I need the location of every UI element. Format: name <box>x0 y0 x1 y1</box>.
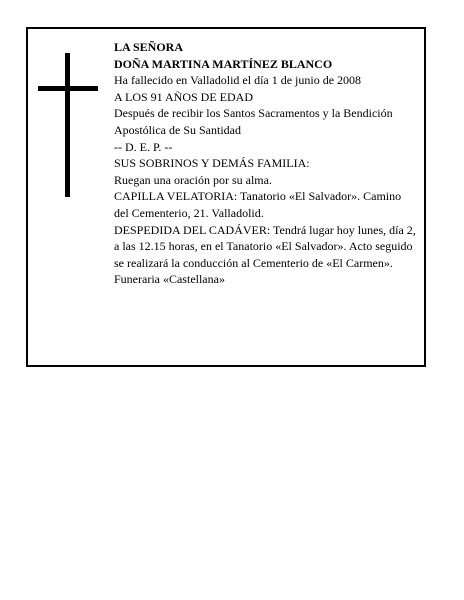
chapel-details: CAPILLA VELATORIA: Tanatorio «El Salvador». Camino del Cementerio, 21. Valladolid. <box>114 189 402 220</box>
age-at-death: A LOS 91 AÑOS DE EDAD <box>114 89 254 104</box>
funeral-home: Funeraria «Castellana» <box>114 272 225 287</box>
deceased-name: DOÑA MARTINA MARTÍNEZ BLANCO <box>114 56 333 71</box>
sacraments-statement: Después de recibir los Santos Sacramentos y la Bendición Apostólica de Su Santidad <box>114 106 393 137</box>
rest-in-peace-line: -- D. E. P. -- <box>114 139 173 154</box>
family-heading: SUS SOBRINOS Y DEMÁS FAMILIA: <box>114 156 310 171</box>
cross-vertical-bar <box>65 53 70 197</box>
cross-icon <box>38 53 98 197</box>
obituary-text-block <box>114 39 416 288</box>
notice-title: LA SEÑORA <box>114 40 184 54</box>
farewell-details: DESPEDIDA DEL CADÁVER: Tendrá lugar hoy lunes, día 2, a las 12.15 horas, en el Tanatorio «El Salvador». Acto seguido se realizará la conducción al Cementerio de «El Carmen». <box>114 222 416 270</box>
prayer-request: Ruegan una oración por su alma. <box>114 172 272 187</box>
cross-horizontal-bar <box>38 86 98 91</box>
death-details: Ha fallecido en Valladolid el día 1 de junio de 2008 <box>114 73 362 88</box>
